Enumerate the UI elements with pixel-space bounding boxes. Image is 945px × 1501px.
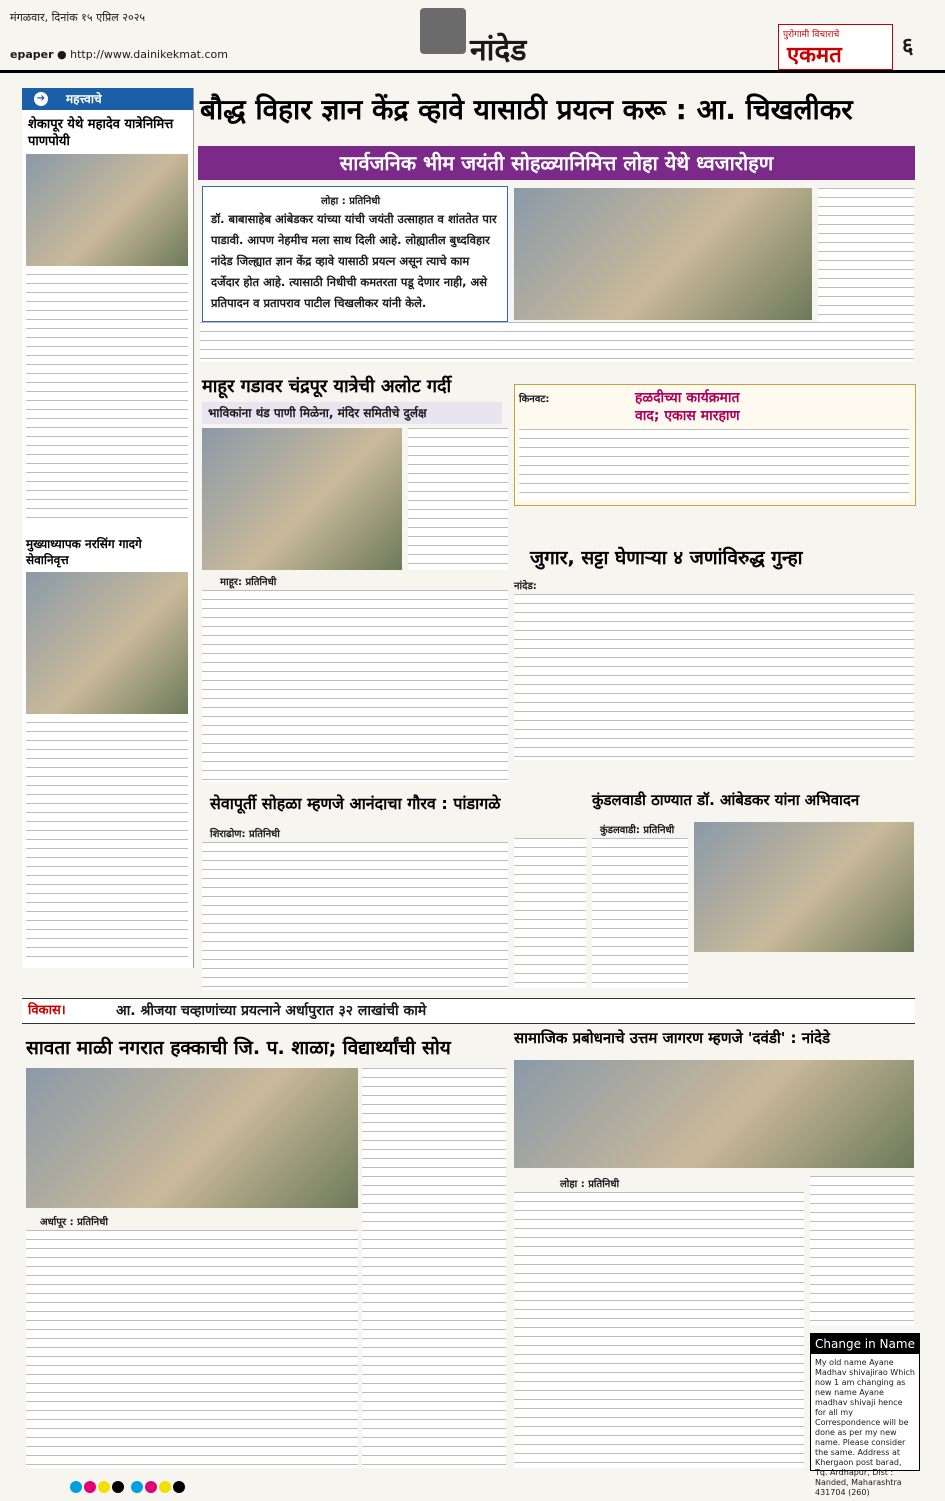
mahur-subhead: भाविकांना थंड पाणी मिळेना, मंदिर समितीचे दुर्लक्ष: [202, 402, 502, 424]
dawandi-byline: लोहा : प्रतिनिधी: [560, 1179, 620, 1190]
lead-subhead: सार्वजनिक भीम जयंती सोहळ्यानिमित्त लोहा येथे ध्वजारोहण: [198, 146, 915, 180]
epaper-link[interactable]: epaper ● http://www.dainikekmat.com: [10, 48, 228, 61]
yellow-swatch: [159, 1481, 171, 1493]
gambling-headline: जुगार, सट्टा घेणाऱ्या ४ जणांविरुद्ध गुन्हा: [530, 547, 803, 569]
savata-body: [26, 1230, 358, 1468]
gambling-body: [514, 594, 914, 760]
vikas-strip-text: आ. श्रीजया चव्हाणांच्या प्रयत्नाने अर्धापुरात ३२ लाखांची कामे: [116, 1003, 427, 1019]
haldi-box: [514, 384, 916, 506]
city-title: नांदेड: [470, 33, 527, 68]
kundalwadi-headline: कुंडलवाडी ठाण्यात डॉ. आंबेडकर यांना अभिवादन: [592, 791, 860, 809]
masthead-divider: [0, 70, 945, 73]
epaper-label: epaper: [10, 48, 54, 61]
sevapurti-byline: शिराढोण: प्रतिनिधी: [210, 829, 280, 840]
mahur-headline: माहूर गडावर चंद्रपूर यात्रेची अलोट गर्दी: [202, 376, 452, 397]
haldi-dateline: किनवट:: [519, 394, 550, 405]
savata-headline: सावता माळी नगरात हक्काची जि. प. शाळा; विद्यार्थ्यांची सोय: [26, 1037, 451, 1059]
sidebar-story1-title: शेकापूर येथे महादेव यात्रेनिमित्त पाणपोयी: [28, 117, 174, 149]
sidebar-section-header: [22, 88, 193, 110]
lead-body-col-right: [818, 188, 914, 324]
masthead-date: मंगळवार, दिनांक १५ एप्रिल २०२५: [10, 11, 146, 24]
sidebar-story1-photo: [26, 154, 188, 266]
lead-intro-text: डॉ. बाबासाहेब आंबेडकर यांच्या यांची जयंती उत्साहात व शांततेत पार पाडावी. आपण नेहमीच मला साथ दिली आहे. लोह्यातील बुध्दविहार नांदेड जिल्ह्यात ज्ञान केंद्र व्हावे यासाठी प्रयत्न असून त्याचे काम दर्जेदार होत आहे. त्यासाठी निधीची कमतरता पडू देणार नाही, असे प्रतिपादन व प्रतापराव पाटील चिखलीकर यांनी केले.: [211, 212, 497, 310]
city-emblem-icon: [420, 8, 466, 54]
haldi-body: [519, 429, 909, 499]
lead-body-columns: [200, 322, 914, 362]
arrow-icon: ➔: [34, 92, 48, 106]
savata-photo: [26, 1068, 358, 1208]
mahur-byline: माहूर: प्रतिनिधी: [220, 577, 277, 588]
magenta-swatch: [84, 1481, 96, 1493]
sevapurti-body-right: [514, 838, 586, 988]
sidebar-story2-title: मुख्याध्यापक नरसिंग गादगे सेवानिवृत्त: [26, 537, 142, 567]
mahur-body-right: [408, 428, 508, 570]
brand-tagline: पुरोगामी विचाराचे: [783, 30, 840, 40]
lead-intro-box: [202, 186, 508, 322]
site-url: http://www.dainikekmat.com: [70, 48, 228, 61]
sevapurti-body: [202, 842, 508, 990]
lead-dateline: लोहा : प्रतिनिधी: [321, 196, 381, 207]
yellow-swatch: [98, 1481, 110, 1493]
gambling-dateline: नांदेड:: [514, 581, 537, 592]
brand-name: एकमत: [787, 43, 842, 68]
kundalwadi-photo: [694, 822, 914, 952]
change-name-box: [810, 1333, 920, 1497]
dawandi-photo: [514, 1060, 914, 1168]
page-number: ६: [902, 34, 914, 59]
dawandi-body: [514, 1192, 804, 1468]
dawandi-body-right: [810, 1176, 914, 1326]
magenta-swatch: [145, 1481, 157, 1493]
kundalwadi-byline: कुंडलवाडी: प्रतिनिधी: [600, 825, 675, 836]
savata-body-right: [362, 1068, 506, 1468]
cyan-swatch: [70, 1481, 82, 1493]
black-swatch: [112, 1481, 124, 1493]
sevapurti-headline: सेवापूर्ती सोहळा म्हणजे आनंदाचा गौरव : पांडागळे: [210, 794, 501, 813]
sidebar-section-label: महत्त्वाचे: [66, 92, 102, 106]
sidebar-story2-body: [26, 722, 188, 962]
sidebar-story1-body: [26, 274, 188, 522]
haldi-headline-1: हळदीच्या कार्यक्रमात: [635, 390, 740, 406]
mahur-photo: [202, 428, 402, 570]
change-name-title: Change in Name: [811, 1334, 919, 1354]
cyan-swatch: [131, 1481, 143, 1493]
color-registration-bar: [70, 1478, 187, 1492]
sidebar-column: [22, 88, 194, 968]
lead-headline: बौद्ध विहार ज्ञान केंद्र व्हावे यासाठी प्रयत्न करू : आ. चिखलीकर: [200, 93, 853, 126]
kundalwadi-body: [592, 838, 688, 988]
vikas-strip: [22, 998, 915, 1024]
dawandi-headline: सामाजिक प्रबोधनाचे उत्तम जागरण म्हणजे 'दवंडी' : नांदेडे: [514, 1029, 830, 1047]
brand-logo: [778, 24, 893, 70]
sidebar-story2-photo: [26, 572, 188, 714]
mahur-body: [202, 590, 508, 782]
black-swatch: [173, 1481, 185, 1493]
haldi-headline-2: वाद; एकास मारहाण: [635, 408, 740, 424]
savata-byline: अर्धापूर : प्रतिनिधी: [40, 1217, 108, 1228]
change-name-text: My old name Ayane Madhav shivajirao Which now 1 am changing as new name Ayane madhav shivaji hence for all my Correspondence will be done as per my new name. Please consider the same. Address at Khergaon post barad, Tq. Ardhapur, Dist : Nanded, Maharashtra 431704 (260): [815, 1358, 915, 1497]
lead-photo: [514, 188, 812, 320]
vikas-tag: विकास।: [22, 999, 72, 1023]
